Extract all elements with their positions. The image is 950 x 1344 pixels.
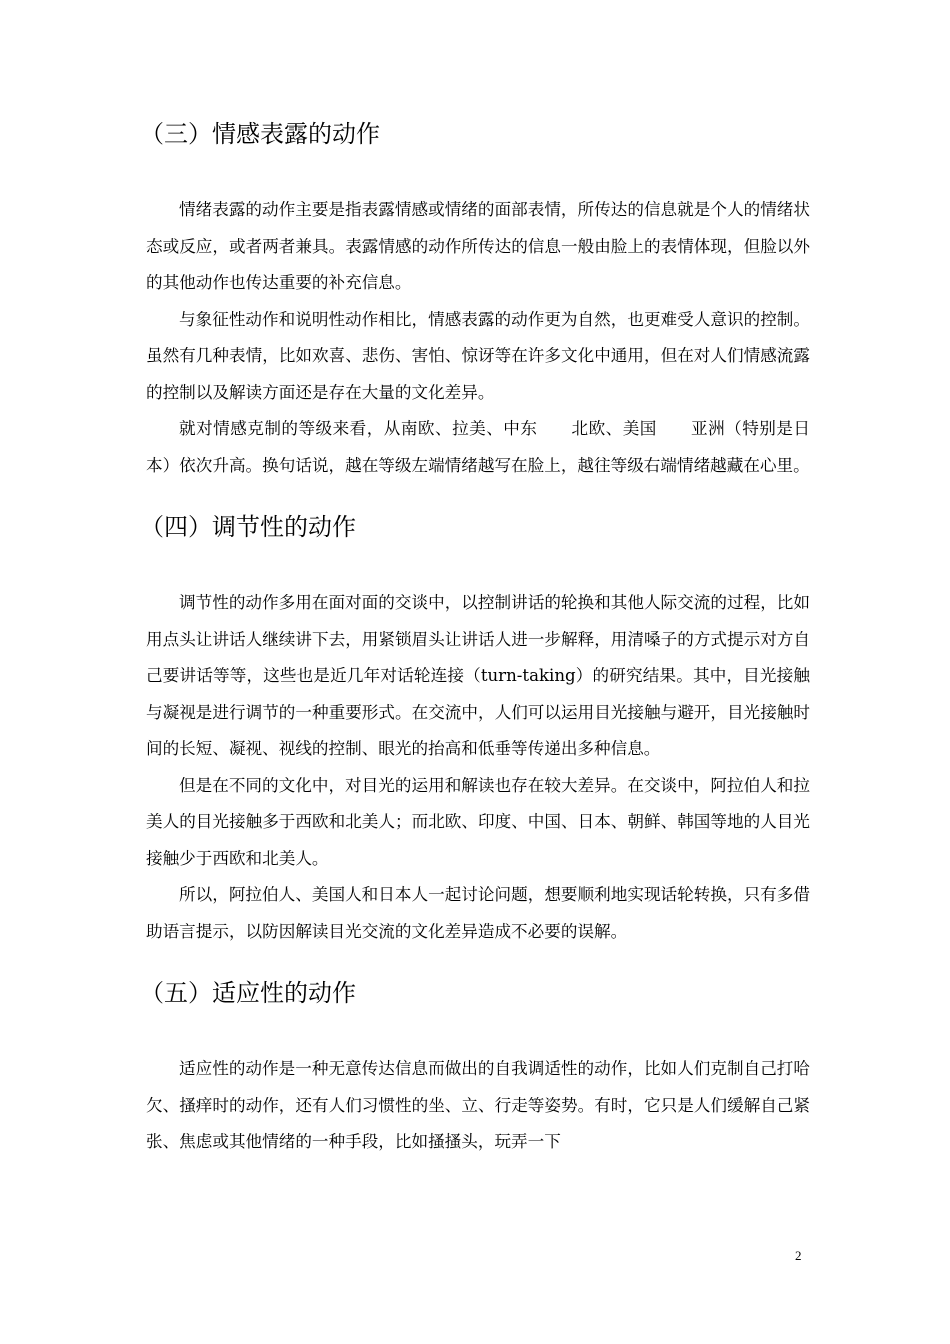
page-number: 2 xyxy=(795,1248,802,1263)
paragraph: 与象征性动作和说明性动作相比，情感表露的动作更为自然，也更难受人意识的控制。虽然有几种表情，比如欢喜、悲伤、害怕、惊讶等在许多文化中通用，但在对人们情感流露的控制以及解读方面还是存在大量的文化差异。 xyxy=(146,309,810,402)
paragraph: 但是在不同的文化中，对目光的运用和解读也存在较大差异。在交谈中，阿拉伯人和拉美人的目光接触多于西欧和北美人；而北欧、印度、中国、日本、朝鲜、韩国等地的人目光接触少于西欧和北美人。 xyxy=(146,775,810,868)
page-content xyxy=(140,112,810,1161)
paragraph: 所以，阿拉伯人、美国人和日本人一起讨论问题，想要顺利地实现话轮转换，只有多借助语言提示，以防因解读目光交流的文化差异造成不必要的误解。 xyxy=(146,885,810,941)
section-heading-adaptation: （五）适应性的动作 xyxy=(140,979,356,1007)
section-heading-regulation: （四）调节性的动作 xyxy=(140,513,356,541)
paragraph: 情绪表露的动作主要是指表露情感或情绪的面部表情，所传达的信息就是个人的情绪状态或反应，或者两者兼具。表露情感的动作所传达的信息一般由脸上的表情体现，但脸以外的其他动作也传达重要的补充信息。 xyxy=(146,200,810,292)
paragraph: 适应性的动作是一种无意传达信息而做出的自我调适性的动作，比如人们克制自己打哈欠、搔痒时的动作，还有人们习惯性的坐、立、行走等姿势。有时，它只是人们缓解自己紧张、焦虑或其他情绪的一种手段，比如搔搔头，玩弄一下 xyxy=(146,1059,810,1151)
section-heading-emotion: （三）情感表露的动作 xyxy=(140,120,380,148)
paragraph: 调节性的动作多用在面对面的交谈中，以控制讲话的轮换和其他人际交流的过程，比如用点头让讲话人继续讲下去，用紧锁眉头让讲话人进一步解释，用清嗓子的方式提示对方自己要讲话等等，这些也是近几年对话轮连接（turn-taking）的研究结果。其中，目光接触与凝视是进行调节的一种重要形式。在交流中，人们可以运用目光接触与避开，目光接触时间的长短、凝视、视线的控制、眼光的抬高和低垂等传递出多种信息。 xyxy=(146,593,810,758)
paragraph: 就对情感克制的等级来看，从南欧、拉美、中东 北欧、美国 亚洲（特别是日本）依次升高。换句话说，越在等级左端情绪越写在脸上，越往等级右端情绪越藏在心里。 xyxy=(146,419,810,475)
